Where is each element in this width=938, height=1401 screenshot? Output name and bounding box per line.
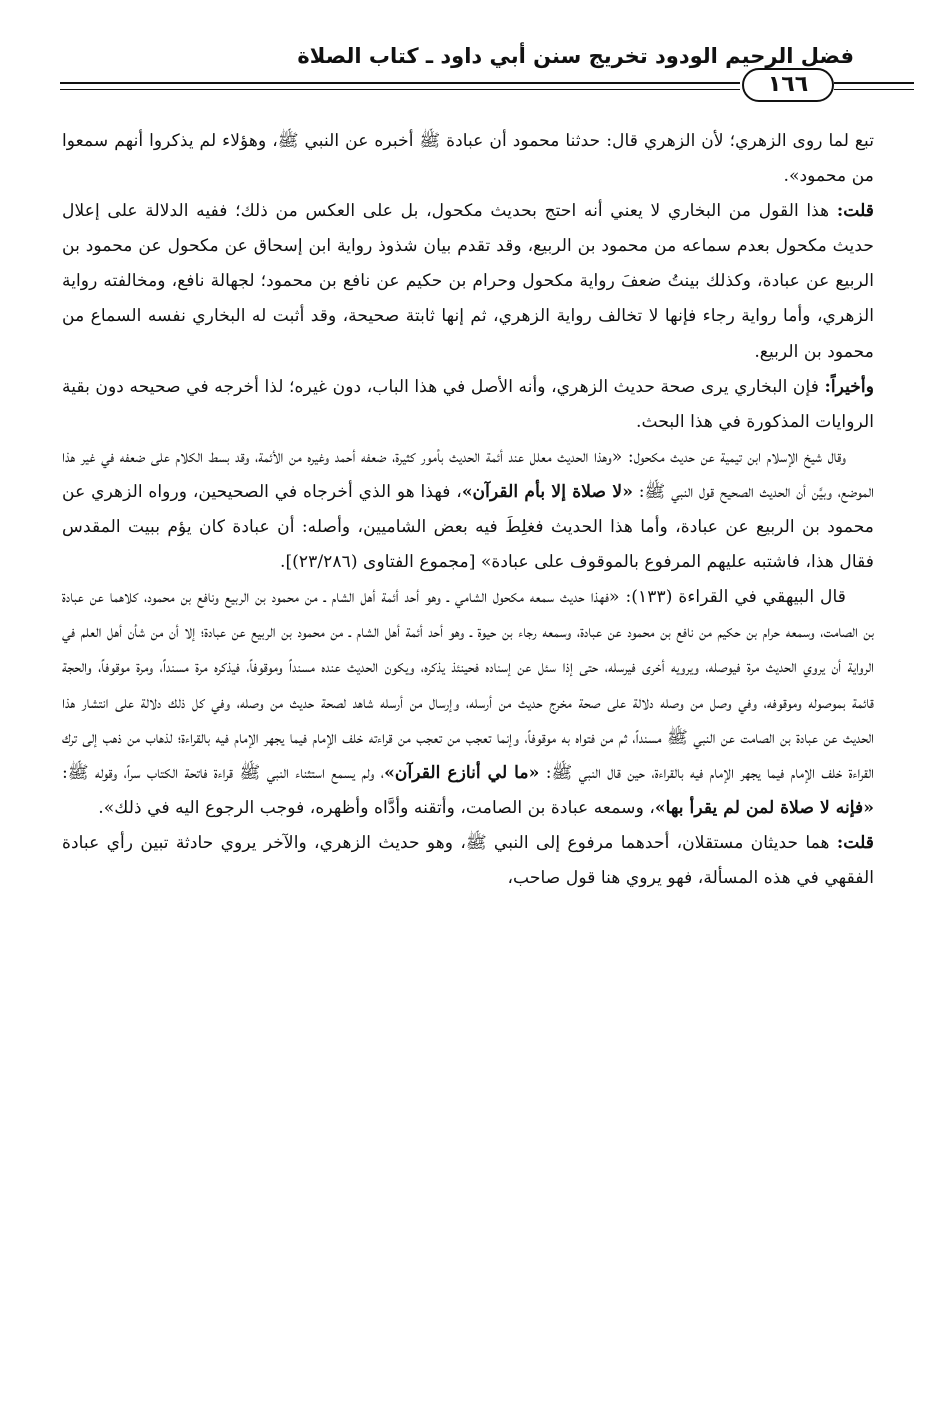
- text-segment: ، فهذا هو الذي أخرجاه في الصحيحين، ورواه الزهري عن محمود بن الربيع عن عبادة، وأما هذا الحديث فغلِطَ فيه بعض الشاميين، وأصله: أن عبادة كان يؤم ببيت المقدس فقال هذا، فاشتبه عليهم المرفوع بالموقوف على عبادة» [مجموع الفتاوى (٢٣/٢٨٦)].: [62, 481, 874, 573]
- quoted-hadith: «ما لي أنازع القرآن»: [384, 762, 540, 783]
- text-segment: تبع لما روى الزهري؛ لأن الزهري قال: حدثنا محمود أن عبادة ﷺ أخبره عن النبي ﷺ، وهؤلاء لم يذكروا أنهم سمعوا من محمود».: [62, 131, 874, 187]
- header-rule-left-thin: [60, 89, 740, 90]
- paragraph-lead: قلت:: [836, 201, 874, 222]
- header-rule-left: [60, 82, 740, 84]
- text-segment: هذا القول من البخاري لا يعني أنه احتج بحديث مكحول، بل على العكس من ذلك؛ ففيه الدلالة على إعلال حديث مكحول بعدم سماعه من محمود بن الربيع، وقد تقدم بيان شذوذ رواية ابن إسحاق عن مكحول عن محمود بن الربيع عن عبادة، وكذلك بينتُ ضعفَ رواية مكحول وحرام بن حكيم عن نافع بن محمود؛ لجهالة نافع، ومخالفته رواية الزهري، وأما رواية رجاء فإنها لا تخالف رواية الزهري، ثم إنها ثابتة صحيحة، وقد أثبت له البخاري نفسه السماع من محمود بن الربيع.: [62, 201, 874, 362]
- text-segment: فإن البخاري يرى صحة حديث الزهري، وأنه الأصل في هذا الباب، دون غيره؛ لذا أخرجه في صحيحه دون بقية الروايات المذكورة في هذا البحث.: [62, 376, 874, 432]
- text-segment: وقال شيخ الإسلام ابن تيمية عن حديث مكحول: «وهذا الحديث معلل عند أئمة الحديث بأمور كثيرة، ضعفه أحمد وغيره من الأئمة، وقد بسط الكلام على ضعفه في غير هذا الموضع، وبيَّن أن الحديث الصحيح قول النبي ﷺ:: [62, 446, 875, 502]
- paragraph: [62, 124, 874, 194]
- paragraph: [62, 580, 874, 826]
- text-segment: هما حديثان مستقلان، أحدهما مرفوع إلى النبي ﷺ، وهو حديث الزهري، والآخر يروي حادثة تبين رأي عبادة الفقهي في هذه المسألة، فهو يروي هنا قول صاحب،: [62, 832, 874, 888]
- text-segment: قال البيهقي في القراءة (١٣٣): «فهذا حديث سمعه مكحول الشامي ـ وهو أحد أئمة أهل الشام ـ من محمود بن الربيع ونافع بن محمود، كلاهما عن عبادة بن الصامت، وسمعه حرام بن حكيم من نافع بن محمود عن عبادة، وسمعه رجاء بن حيوة ـ وهو أحد أئمة أهل الشام ـ من محمود بن الربيع عن عبادة؛ إلا أن من شأن أهل العلم في الرواية أن يروي الحديث مرة فيوصله، ويرويه أخرى فيرسله، حتى إذا سئل عن إسناده فحينئذ يذكره، ويكون الحديث عنده مسنداً وموقوفاً، فيذكره مرة مسنداً، ومرة موقوفاً، والحجة قائمة بموصوله وموقوفه، وفي وصل من وصله دلالة على صحة مخرج حديث من أرسله، وإرسال من أرسله شاهد لصحة حديث من وصله، وفي كل ذلك دلالة على انتشار هذا الحديث عن عبادة بن الصامت عن النبي ﷺ مسنداً، ثم من فتواه به موقوفاً، وإنما تعجب من تعجب من قراءته خلف الإمام فيما يجهر الإمام فيه بالقراءة؛ لذهاب من ذهب إلى ترك القراءة خلف الإمام فيما يجهر الإمام فيه بالقراءة، حين قال النبي ﷺ:: [62, 587, 875, 783]
- body-text: [62, 124, 874, 896]
- page-number: ١٦٦: [742, 68, 834, 102]
- paragraph: [62, 370, 874, 440]
- quoted-hadith: «فإنه لا صلاة لمن لم يقرأ بها»: [654, 797, 874, 818]
- header-rule-right-thin: [834, 89, 914, 90]
- text-segment: ، ولم يسمع استثناء النبي ﷺ قراءة فاتحة الكتاب سراً، وقوله ﷺ:: [62, 762, 385, 783]
- paragraph: [62, 440, 874, 580]
- header-rule-right: [834, 82, 914, 84]
- text-segment: ، وسمعه عبادة بن الصامت، وأتقنه وأدَّاه وأظهره، فوجب الرجوع اليه في ذلك».: [98, 797, 655, 818]
- paragraph: [62, 826, 874, 896]
- quoted-hadith: «لا صلاة إلا بأم القرآن»: [461, 481, 633, 502]
- paragraph-lead: قلت:: [836, 832, 874, 853]
- paragraph-lead: وأخيراً:: [824, 376, 874, 397]
- paragraph: [62, 194, 874, 369]
- running-title: فضل الرحيم الودود تخريج سنن أبي داود ـ كتاب الصلاة: [297, 44, 854, 68]
